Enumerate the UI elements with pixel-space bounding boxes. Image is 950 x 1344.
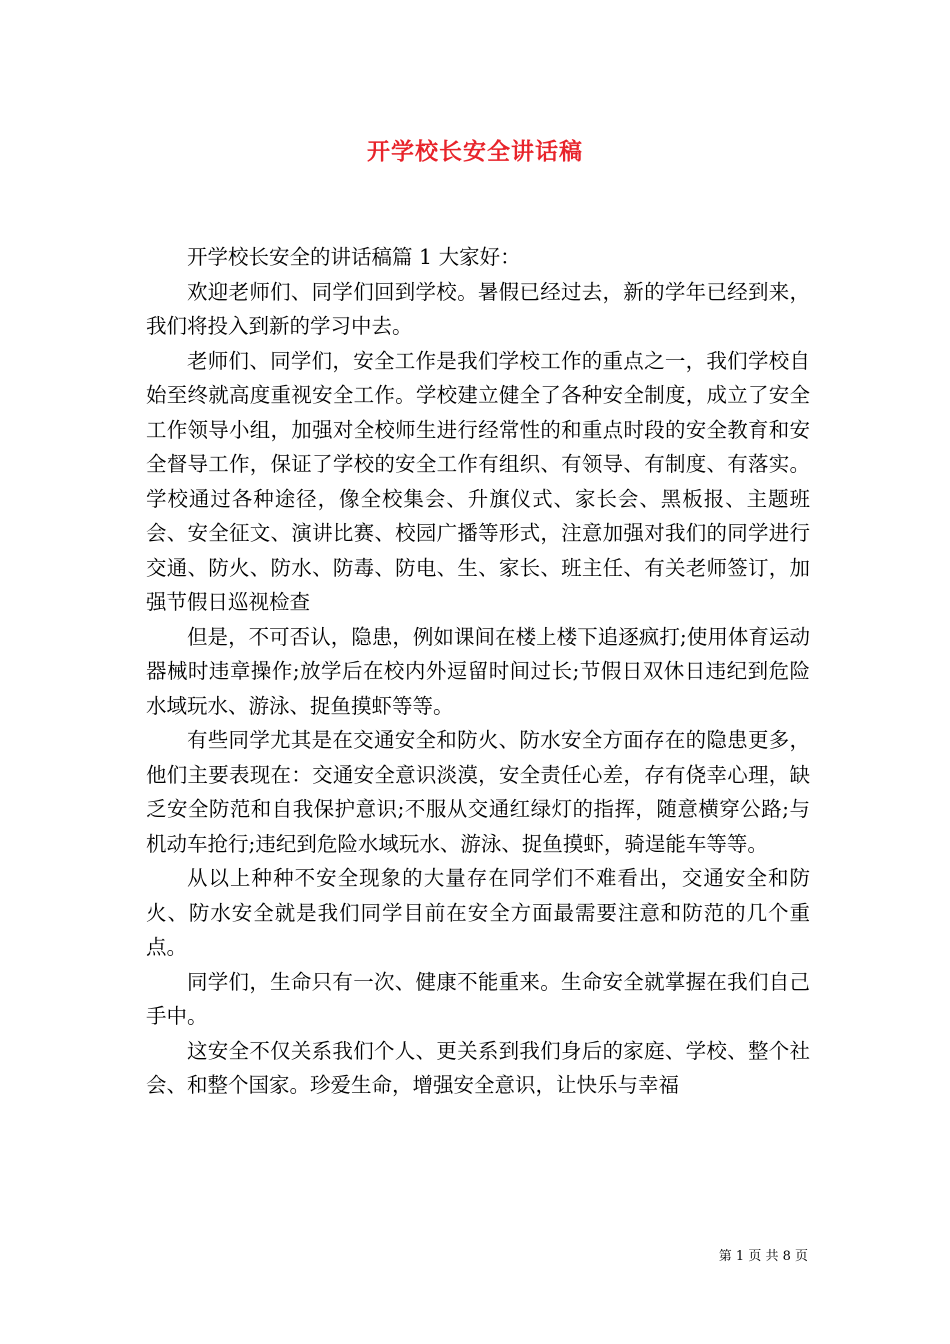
- paragraph: 老师们、同学们，安全工作是我们学校工作的重点之一，我们学校自始至终就高度重视安全工作。学校建立健全了各种安全制度，成立了安全工作领导小组，加强对全校师生进行经常性的和重点时段的安全教育和安全督导工作，保证了学校的安全工作有组织、有领导、有制度、有落实。学校通过各种途径，像全校集会、升旗仪式、家长会、黑板报、主题班会、安全征文、演讲比赛、校园广播等形式，注意加强对我们的同学进行交通、防火、防水、防毒、防电、生、家长、班主任、有关老师签订，加强节假日巡视检查: [146, 348, 810, 614]
- document-body: [146, 240, 810, 1103]
- paragraph: 同学们，生命只有一次、健康不能重来。生命安全就掌握在我们自己手中。: [146, 969, 810, 1028]
- paragraph: 欢迎老师们、同学们回到学校。暑假已经过去，新的学年已经到来，我们将投入到新的学习中去。: [146, 279, 810, 338]
- paragraph: 但是，不可否认，隐患，例如课间在楼上楼下追逐疯打;使用体育运动器械时违章操作;放学后在校内外逗留时间过长;节假日双休日违纪到危险水域玩水、游泳、捉鱼摸虾等等。: [146, 624, 810, 718]
- paragraph: 从以上种种不安全现象的大量存在同学们不难看出，交通安全和防火、防水安全就是我们同学目前在安全方面最需要注意和防范的几个重点。: [146, 866, 810, 959]
- page-title: 开学校长安全讲话稿: [367, 138, 583, 165]
- page-number-footer: 第 1 页 共 8 页: [718, 1249, 808, 1264]
- paragraph: 这安全不仅关系我们个人、更关系到我们身后的家庭、学校、整个社会、和整个国家。珍爱生命，增强安全意识，让快乐与幸福: [146, 1038, 810, 1097]
- paragraph-greeting: 开学校长安全的讲话稿篇 1 大家好：: [187, 245, 521, 269]
- paragraph: 有些同学尤其是在交通安全和防火、防水安全方面存在的隐患更多，他们主要表现在：交通安全意识淡漠，安全责任心差，存有侥幸心理，缺乏安全防范和自我保护意识;不服从交通红绿灯的指挥，随意横穿公路;与机动车抢行;违纪到危险水域玩水、游泳、捉鱼摸虾，骑逞能车等等。: [146, 728, 810, 856]
